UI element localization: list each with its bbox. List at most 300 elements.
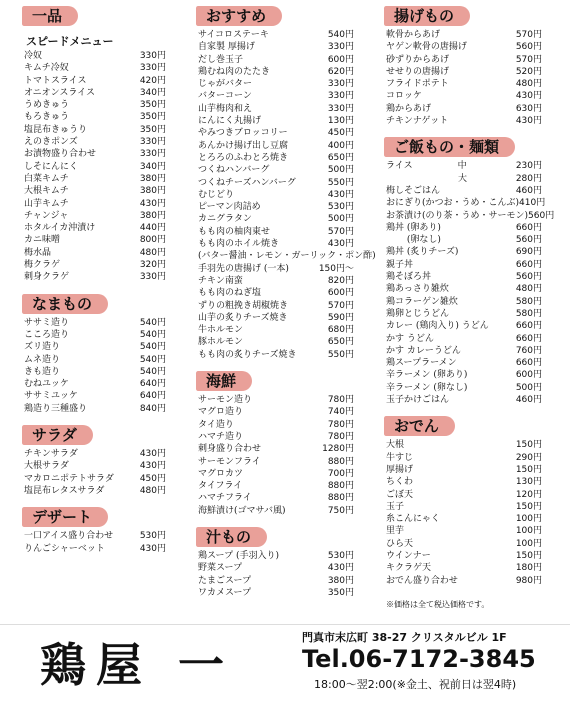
menu-item-name: もも肉の柚肉東せ: [198, 226, 271, 237]
menu-item-name: 鶏丼 (卵あり): [386, 222, 441, 233]
menu-item-price: 880円: [327, 481, 354, 492]
menu-item-name: ムネ造り: [24, 354, 61, 365]
menu-item-name: おでん盛り合わせ: [386, 575, 458, 586]
menu-item: [196, 177, 358, 189]
menu-item-price: 380円: [139, 186, 166, 197]
menu-item-name: 豚ホルモン: [198, 337, 244, 348]
menu-item: [384, 382, 546, 394]
menu-item-price: 500円: [327, 165, 354, 176]
menu-item-name: 刺身盛り合わせ: [198, 444, 262, 455]
menu-item: [22, 259, 170, 271]
section-title: おでん: [384, 416, 455, 436]
menu-item-name: 冷奴: [24, 51, 43, 61]
menu-item: [22, 317, 170, 329]
menu-item-price: 330円: [139, 51, 166, 61]
menu-item-name: 牛ホルモン: [198, 325, 244, 336]
menu-item: [22, 460, 170, 472]
menu-item-price: 600円: [327, 288, 354, 299]
menu-item-price: 550円: [327, 177, 354, 188]
menu-item-price: 350円: [139, 100, 166, 111]
menu-item-name: 親子丼: [386, 259, 414, 270]
menu-item: [384, 234, 546, 246]
menu-item: [22, 99, 170, 111]
menu-item-name: バターコーン: [198, 91, 252, 102]
menu-section: [22, 507, 170, 555]
menu-item: [196, 456, 358, 468]
menu-item: [196, 140, 358, 152]
menu-item-name: 野菜スープ: [198, 563, 243, 574]
menu-item-name: 梅水晶: [24, 247, 52, 258]
menu-item-name: 軟骨からあげ: [386, 30, 441, 40]
menu-item-name: 鶏コラーゲン雑炊: [386, 296, 458, 307]
menu-item: [384, 296, 546, 308]
menu-item: [196, 492, 358, 504]
menu-item-name: 刺身クラゲ: [24, 272, 70, 283]
menu-item: [384, 78, 546, 90]
menu-item-name: むじどり: [198, 189, 235, 200]
menu-item-price: 580円: [515, 296, 542, 307]
menu-item: [196, 164, 358, 176]
menu-item: [384, 345, 546, 357]
menu-item-name: カレー (鶏肉入り) うどん: [386, 321, 489, 332]
menu-item-price: 120円: [515, 489, 542, 500]
section-title: 揚げもの: [384, 6, 470, 26]
menu-item-name: カニグラタン: [198, 214, 252, 225]
menu-item-price: 400円: [327, 140, 354, 151]
menu-item-price: 100円: [515, 526, 542, 537]
menu-item-price: 500円: [515, 382, 542, 393]
menu-item-name: 塩昆布レタスサラダ: [24, 485, 105, 496]
menu-item-name: チャンジャ: [24, 210, 69, 221]
menu-item-name: かす うどん: [386, 333, 434, 344]
menu-item-name: 砂ずりからあげ: [386, 54, 450, 65]
menu-item: [196, 443, 358, 455]
menu-item: [384, 489, 546, 501]
menu-item-price: 350円: [139, 124, 166, 135]
menu-item-name: ピーマン肉詰め: [198, 202, 261, 213]
menu-item: [196, 550, 358, 562]
menu-item-price: 480円: [515, 284, 542, 295]
menu-item-name: つくねチーズハンバーグ: [198, 177, 296, 188]
menu-item: [196, 575, 358, 587]
menu-item-price: 800円: [139, 235, 166, 246]
menu-item-name: 鶏むね肉のたたき: [198, 66, 271, 77]
menu-item-price: 330円: [327, 103, 354, 114]
menu-item: [196, 587, 358, 599]
menu-item: [384, 562, 546, 574]
section-title: おすすめ: [196, 6, 282, 26]
menu-item-price: 130円: [327, 116, 354, 127]
menu-item-name: ハマチ造り: [198, 431, 244, 442]
menu-item-price: 540円: [139, 354, 166, 365]
menu-item-name: (バター醤油・レモン・ガーリック・ポン酢): [198, 251, 376, 262]
section-title: 汁もの: [196, 527, 267, 547]
menu-item: [196, 115, 358, 127]
menu-item-price: 380円: [139, 210, 166, 221]
menu-item-name: だし巻玉子: [198, 54, 244, 65]
menu-item-price: 430円: [327, 563, 354, 574]
menu-item-price: 290円: [515, 452, 542, 463]
menu-item-price: 330円: [327, 91, 354, 102]
menu-item-price: 430円: [515, 116, 542, 127]
menu-item-name: 自家製 厚揚げ: [198, 42, 255, 53]
menu-item-name: やみつきブロッコリー: [198, 128, 288, 139]
menu-item-name: 手羽先の唐揚げ (一本): [198, 263, 289, 274]
menu-item-price: 330円: [327, 42, 354, 53]
menu-item-price: 340円: [139, 87, 166, 98]
menu-item-name: マカロニポテトサラダ: [24, 473, 114, 484]
menu-item-price: 530円: [327, 550, 354, 561]
menu-column-left: [22, 6, 170, 565]
menu-item-name: えのきポンズ: [24, 137, 78, 148]
menu-item-price: 430円: [327, 239, 354, 250]
menu-item-name: きも造り: [24, 366, 61, 377]
menu-item-name: (卵なし): [386, 235, 441, 246]
menu-item: [384, 357, 546, 369]
menu-section: [22, 6, 170, 284]
menu-item-price: 750円: [327, 505, 354, 516]
menu-item-name: ライス 中: [386, 161, 467, 172]
menu-item: [196, 103, 358, 115]
menu-item-name: お漬物盛り合わせ: [24, 149, 97, 160]
menu-item: [384, 513, 546, 525]
menu-item-price: 1280円: [322, 444, 354, 455]
menu-item-price: 150円: [515, 440, 542, 451]
menu-item-price: 540円: [139, 329, 166, 340]
menu-item: [22, 111, 170, 123]
menu-item: [196, 406, 358, 418]
menu-item-name: とろろのふわとろ焼き: [198, 152, 289, 163]
menu-item-name: もも肉の炙りチーズ焼き: [198, 349, 297, 360]
menu-item-name: 大根: [386, 440, 405, 451]
menu-item: [384, 394, 546, 406]
menu-item-name: ワカメスープ: [198, 587, 252, 598]
menu-item-name: 鶏造り三種盛り: [24, 403, 88, 414]
menu-item: [196, 287, 358, 299]
menu-item: [22, 543, 170, 555]
menu-item-name: 一口アイス盛り合わせ: [24, 531, 114, 542]
menu-item-price: 740円: [327, 407, 354, 418]
menu-item-name: 辛ラーメン (卵なし): [386, 382, 468, 393]
menu-item-price: 380円: [327, 575, 354, 586]
menu-item-name: お茶漬け(のり茶・うめ・サーモン): [386, 210, 529, 221]
menu-item-price: 460円: [515, 395, 542, 406]
menu-item: [384, 29, 546, 41]
menu-item: [384, 333, 546, 345]
menu-column-right: [384, 6, 555, 610]
menu-item-name: フライドポテト: [386, 79, 449, 90]
menu-item: [22, 403, 170, 415]
menu-item-name: もも肉のホイル焼き: [198, 239, 280, 250]
menu-item-price: 500円: [327, 214, 354, 225]
menu-item-price: 430円: [139, 449, 166, 460]
menu-item-name: たまごスープ: [198, 575, 252, 586]
menu-item: [196, 226, 358, 238]
menu-item: [22, 210, 170, 222]
menu-item: [22, 390, 170, 402]
menu-item: [384, 115, 546, 127]
menu-item-name: ひら天: [386, 538, 414, 549]
menu-item-price: 980円: [515, 575, 542, 586]
menu-item: [22, 75, 170, 87]
menu-item: [22, 136, 170, 148]
menu-item: [384, 464, 546, 476]
menu-item-price: 480円: [139, 485, 166, 496]
menu-item: [384, 90, 546, 102]
menu-item-name: じゃがバター: [198, 79, 253, 90]
menu-item: [384, 550, 546, 562]
menu-item-price: 660円: [515, 333, 542, 344]
menu-item: [384, 197, 546, 209]
menu-item-price: 440円: [139, 223, 166, 234]
menu-item-price: 330円: [139, 272, 166, 283]
footer: [0, 624, 570, 701]
menu-item-price: 660円: [515, 222, 542, 233]
menu-item-name: マグロ造り: [198, 407, 244, 418]
menu-section: [384, 137, 555, 406]
menu-item: [196, 349, 358, 361]
menu-item-price: 630円: [515, 103, 542, 114]
menu-item-price: 430円: [515, 91, 542, 102]
menu-item: [22, 87, 170, 99]
menu-item-price: 150円: [515, 464, 542, 475]
menu-item-price: 620円: [327, 66, 354, 77]
menu-item-name: しそにんにく: [24, 161, 79, 172]
menu-item: [22, 354, 170, 366]
menu-item: [196, 505, 358, 517]
menu-item-name: にんにく丸揚げ: [198, 116, 262, 127]
menu-item-name: サイコロステーキ: [198, 30, 269, 40]
menu-item: [196, 189, 358, 201]
menu-item-name: 鶏卵とじうどん: [386, 308, 450, 319]
menu-item: [22, 161, 170, 173]
menu-item-price: 540円: [139, 342, 166, 353]
menu-item-name: チキン南蛮: [198, 275, 243, 286]
menu-section: [22, 425, 170, 497]
menu-item: [384, 439, 546, 451]
menu-item-name: ごぼ天: [386, 489, 414, 500]
menu-item-name: 辛ラーメン (卵あり): [386, 370, 468, 381]
menu-item: [384, 185, 546, 197]
menu-item-price: 550円: [327, 349, 354, 360]
menu-item-name: 鶏丼 (炙りチーズ): [386, 247, 459, 258]
menu-item: [196, 431, 358, 443]
menu-item-name: オニオンスライス: [24, 87, 96, 98]
menu-item-price: 540円: [139, 317, 166, 328]
menu-item: [196, 336, 358, 348]
menu-item-price: 180円: [515, 563, 542, 574]
menu-item: [22, 485, 170, 497]
menu-item-name: サーモンフライ: [198, 456, 261, 467]
menu-item: [22, 247, 170, 259]
menu-item-price: 540円: [327, 30, 354, 40]
menu-item-name: むねユッケ: [24, 379, 69, 390]
menu-item-price: 640円: [139, 391, 166, 402]
menu-item: [22, 50, 170, 62]
menu-item: [384, 259, 546, 271]
menu-item: [384, 452, 546, 464]
menu-item-name: 糸こんにゃく: [386, 514, 440, 525]
menu-item-price: 380円: [139, 173, 166, 184]
menu-section: [384, 6, 546, 127]
section-title: なまもの: [22, 294, 108, 314]
menu-item-name: 玉子かけごはん: [386, 395, 450, 406]
menu-item: [384, 103, 546, 115]
menu-item: [196, 127, 358, 139]
menu-item: [196, 78, 358, 90]
menu-item-price: 100円: [515, 538, 542, 549]
shop-logo: 鶏屋 一: [40, 638, 235, 692]
menu-item: [384, 271, 546, 283]
section-title: デザート: [22, 507, 108, 527]
menu-item-price: 560円: [528, 210, 555, 221]
menu-item-price: 350円: [139, 112, 166, 123]
menu-item: [384, 575, 546, 587]
menu-section: [196, 527, 358, 599]
menu-item-name: 牛すじ: [386, 452, 414, 463]
shop-phone: Tel.06-7172-3845: [302, 645, 536, 673]
menu-item: [196, 250, 376, 262]
menu-item: [384, 476, 546, 488]
subsection-title: スピードメニュー: [26, 35, 114, 48]
menu-item-price: 350円: [327, 587, 354, 598]
menu-item-price: 430円: [327, 189, 354, 200]
menu-item-name: トマトスライス: [24, 75, 87, 86]
menu-item-name: タイ造り: [198, 419, 234, 430]
menu-item-name: 鶏スープ (手羽入り): [198, 550, 279, 561]
menu-item-price: 330円: [139, 137, 166, 148]
menu-item: [196, 324, 358, 336]
menu-item-price: 280円: [515, 173, 542, 184]
menu-item-price: 320円: [139, 260, 166, 271]
section-title: サラダ: [22, 425, 93, 445]
section-title: ご飯もの・麺類: [384, 137, 515, 157]
menu-item: [22, 62, 170, 74]
menu-item: [384, 283, 546, 295]
menu-item: [196, 275, 358, 287]
menu-item-name: 塩昆布きゅうり: [24, 124, 88, 135]
menu-item-name: キクラゲ天: [386, 563, 432, 574]
menu-item: [196, 152, 358, 164]
menu-item: [22, 329, 170, 341]
menu-item-name: 鶏あっさり雑炊: [386, 284, 449, 295]
menu-item: [384, 210, 555, 222]
menu-item-name: こころ造り: [24, 329, 70, 340]
section-title: 一品: [22, 6, 78, 26]
shop-hours: 18:00～翌2:00(※金土、祝前日は翌4時): [314, 678, 517, 691]
menu-item-price: 460円: [515, 185, 542, 196]
menu-item-price: 560円: [515, 42, 542, 53]
menu-item-name: 梅クラゲ: [24, 260, 61, 271]
menu-item-price: 590円: [327, 312, 354, 323]
menu-item-name: うめきゅう: [24, 100, 70, 111]
menu-item-name: 大: [386, 173, 468, 184]
menu-item: [384, 308, 546, 320]
menu-item-name: ズリ造り: [24, 342, 61, 353]
menu-item: [384, 54, 546, 66]
menu-item: [196, 29, 358, 41]
menu-item-name: コロッケ: [386, 91, 422, 102]
menu-item: [22, 173, 170, 185]
menu-item-price: 570円: [515, 30, 542, 40]
menu-item-price: 230円: [515, 161, 542, 172]
menu-item-price: 640円: [139, 379, 166, 390]
menu-item-name: 山芋キムチ: [24, 198, 69, 209]
menu-item-price: 780円: [327, 395, 354, 406]
menu-item: [196, 480, 358, 492]
menu-item-name: せせりの唐揚げ: [386, 66, 450, 77]
menu-item: [196, 238, 358, 250]
menu-item-name: あんかけ揚げ出し豆腐: [198, 140, 289, 151]
menu-item-price: 430円: [139, 543, 166, 554]
menu-item: [196, 394, 358, 406]
menu-item-price: 340円: [139, 161, 166, 172]
menu-item-price: 420円: [139, 75, 166, 86]
menu-item-price: 660円: [515, 259, 542, 270]
menu-item: [384, 246, 546, 258]
menu-section: [384, 416, 546, 587]
menu-item-name: チキンサラダ: [24, 449, 78, 460]
menu-item-name: ちくわ: [386, 477, 414, 488]
menu-item: [384, 525, 546, 537]
menu-item-price: 530円: [139, 531, 166, 542]
menu-item-price: 690円: [515, 247, 542, 258]
menu-item-price: 560円: [515, 272, 542, 283]
menu-item-name: 里芋: [386, 526, 405, 537]
menu-item: [22, 366, 170, 378]
menu-item-name: ヤゲン軟骨の唐揚げ: [386, 42, 467, 53]
menu-item-price: 600円: [515, 370, 542, 381]
menu-item-name: おにぎり(かつお・うめ・こんぶ): [386, 198, 520, 209]
menu-section: [196, 371, 358, 517]
price-note: ※価格は全て税込価格です。: [386, 599, 490, 609]
menu-item-price: 130円: [515, 477, 542, 488]
menu-item: [384, 41, 546, 53]
menu-item-price: 760円: [515, 345, 542, 356]
menu-item: [196, 54, 358, 66]
menu-item-name: キムチ冷奴: [24, 63, 69, 74]
menu-item-price: 410円: [519, 198, 546, 209]
menu-item: [22, 234, 170, 246]
menu-item-price: 880円: [327, 456, 354, 467]
menu-item-price: 480円: [139, 247, 166, 258]
menu-item-price: 570円: [515, 54, 542, 65]
menu-item-price: 660円: [515, 358, 542, 369]
menu-item-name: りんごシャーベット: [24, 543, 105, 554]
menu-item-price: 150円～: [318, 263, 354, 274]
menu-item-price: 520円: [515, 66, 542, 77]
menu-item-price: 150円: [515, 501, 542, 512]
menu-item: [196, 213, 358, 225]
menu-item-price: 430円: [139, 461, 166, 472]
menu-item-name: マグロカツ: [198, 468, 244, 479]
menu-item-price: 100円: [515, 514, 542, 525]
menu-item-name: カニ味噌: [24, 235, 61, 246]
menu-item: [384, 501, 546, 513]
menu-item-name: つくねハンバーグ: [198, 165, 270, 176]
menu-item-name: もろきゅう: [24, 112, 70, 123]
menu-item-name: ササミ造り: [24, 317, 70, 328]
menu-item-price: 650円: [327, 152, 354, 163]
menu-item-price: 330円: [327, 79, 354, 90]
menu-item-name: ウインナー: [386, 550, 431, 561]
menu-item-price: 660円: [515, 321, 542, 332]
menu-item-name: もも肉のねぎ塩: [198, 288, 262, 299]
menu-item: [22, 448, 170, 460]
menu-item-name: タイフライ: [198, 481, 243, 492]
menu-item: [196, 41, 358, 53]
menu-item-price: 530円: [327, 202, 354, 213]
